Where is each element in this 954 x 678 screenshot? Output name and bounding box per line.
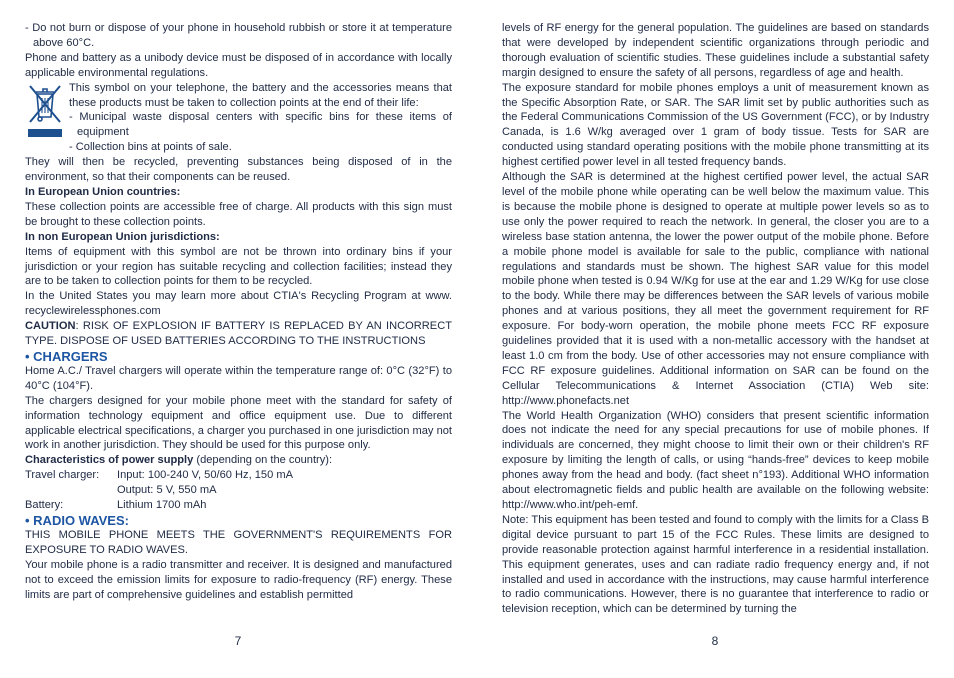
- power-supply-heading-line: [25, 453, 452, 468]
- chargers-heading: • CHARGERS: [25, 348, 108, 364]
- crossed-out-wheelie-bin-icon: [25, 82, 65, 140]
- spec-row-travel-output: [25, 483, 452, 498]
- spec-travel-output: Output: 5 V, 550 mA: [117, 484, 217, 497]
- ctia-recycling-text: In the United States you may learn more about CTIA's Recycling Program at www. recyclewirelessphones.com: [25, 290, 452, 318]
- right-column: [502, 21, 929, 617]
- caution-label: CAUTION: [25, 320, 76, 333]
- right-page: [477, 0, 954, 678]
- spec-travel-label: Travel charger:: [25, 469, 100, 482]
- spec-row-travel-input: [25, 468, 452, 483]
- fcc-note-text: Note: This equipment has been tested and found to comply with the limits for a Class B digital device pursuant to part 15 of the FCC Rules. These limits are designed to provide reasonable protection against harmful interference in a residential installation. This equipment generates, uses and can radiate radio frequency energy and, if not installed and used in accordance with the instructions, may cause harmful interference to radio communications. However, there is no guarantee that interference to radio or television reception, which can be determined by turning the: [502, 513, 929, 616]
- sar-standard-text: The exposure standard for mobile phones employs a unit of measurement known as the Specific Absorption Rate, or SAR. The SAR limit set by public authorities such as the Federal Communications Commission of the US Government (FCC), or by Industry Canada, is 1.6 W/kg averaged over 1 gram of body tissue. Tests for SAR are conducted using standard operating positions with the mobile phone transmitting at its highest certified power level in all tested frequency bands.: [502, 81, 929, 169]
- caution-text: : RISK OF EXPLOSION IF BATTERY IS REPLACED BY AN INCORRECT TYPE. DISPOSE OF USED BATTERIES ACCORDING TO THE INSTRUCTIONS: [25, 320, 452, 348]
- spec-row-battery: [25, 498, 452, 513]
- radio-requirements-text: THIS MOBILE PHONE MEETS THE GOVERNMENT'S REQUIREMENTS FOR EXPOSURE TO RADIO WAVES.: [25, 529, 452, 556]
- eu-text: These collection points are accessible free of charge. All products with this sign must be brought to these collection points.: [25, 200, 452, 228]
- who-text: The World Health Organization (WHO) considers that present scientific information does not indicate the need for any special precautions for use of mobile phones. If individuals are concerned, they might choose to limit their own or their children's RF exposure by limiting the length of calls, or using “hands-free” devices to keep mobile phones away from the head and body. (fact sheet n°193). Additional WHO information about electromagnetic fields and public health are available on the following website: http://www.who.int/peh-emf.: [502, 409, 929, 511]
- charger-temperature-text: Home A.C./ Travel chargers will operate within the temperature range of: 0°C (32°F) to 40°C (104°F).: [25, 364, 452, 392]
- page-number: 8: [711, 634, 719, 648]
- page-number: 7: [234, 634, 242, 648]
- non-eu-heading: In non European Union jurisdictions:: [25, 230, 220, 243]
- charger-standard-text: The chargers designed for your mobile phone meet with the standard for safety of information technology equipment and office equipment use. Due to different applicable electrical specifications, a charger you purchased in one jurisdiction may not work in another jurisdiction. They should be used for this purpose only.: [25, 394, 452, 452]
- bin-symbol-description: This symbol on your telephone, the battery and the accessories means that these products must be taken to collection points at the end of their life:: [69, 81, 452, 109]
- radio-waves-heading: • RADIO WAVES:: [25, 513, 129, 528]
- burn-warning: - Do not burn or dispose of your phone in household rubbish or store it at temperature above 60°C.: [25, 22, 452, 49]
- recycling-text: They will then be recycled, preventing substances being disposed of in the environment, so that their components can be reused.: [25, 156, 452, 184]
- spec-travel-input: Input: 100-240 V, 50/60 Hz, 150 mA: [117, 469, 293, 482]
- non-eu-text: Items of equipment with this symbol are not be thrown into ordinary bins if your jurisdiction or your region has suitable recycling and collection facilities; instead they are to be taken to collection points for them to be recycled.: [25, 245, 452, 288]
- power-supply-subheading: (depending on the country):: [193, 454, 333, 467]
- caution-paragraph: [25, 319, 452, 349]
- spec-battery-label: Battery:: [25, 499, 64, 512]
- radio-transmitter-text: Your mobile phone is a radio transmitter and receiver. It is designed and manufactured not to exceed the emission limits for exposure to radio-frequency (RF) energy. These limits are part of comprehensive guidelines and establish permitted: [25, 558, 452, 601]
- bin-list-item-municipal: - Municipal waste disposal centers with specific bins for these items of equipment: [69, 111, 452, 139]
- sar-values-text: Although the SAR is determined at the highest certified power level, the actual SAR level of the mobile phone while operating can be well below the maximum value. This is because the mobile phone is designed to operate at multiple power levels so as to use only the power required to reach the network. In general, the closer you are to a wireless base station antenna, the lower the power output of the mobile phone. Before a mobile phone model is available for sale to the public, compliance with national regulations and standards must be shown. The highest SAR value for this model mobile phone when tested is 0.94 W/Kg for use at the ear and 1.29 W/Kg for use close to the body. While there may be differences between the SAR levels of various mobile phones and at various positions, they all meet the government requirement for RF exposure. For body-worn operation, the mobile phone meets FCC RF exposure guidelines provided that it is used with a non-metallic accessory with the handset at least 1.0 cm from the body. Use of other accessories may not ensure compliance with FCC RF exposure guidelines. Additional information on SAR can be found on the Cellular Telecommunications & Internet Association (CTIA) Web site: http://www.phonefacts.net: [502, 171, 929, 407]
- left-column: [25, 21, 452, 603]
- recycling-symbol-block: [25, 81, 452, 156]
- bin-list-item-sale-points: - Collection bins at points of sale.: [69, 141, 232, 154]
- unibody-disposal-text: Phone and battery as a unibody device must be disposed of in accordance with locally applicable environmental regulations.: [25, 51, 452, 79]
- spec-battery-value: Lithium 1700 mAh: [117, 499, 207, 512]
- eu-heading: In European Union countries:: [25, 185, 181, 198]
- rf-guidelines-text: levels of RF energy for the general population. The guidelines are based on standards that were developed by independent scientific organizations through periodic and thorough evaluation of scientific studies. These guidelines include a substantial safety margin designed to ensure the safety of all persons, regardless of age and health.: [502, 22, 929, 79]
- power-supply-heading: Characteristics of power supply: [25, 454, 194, 467]
